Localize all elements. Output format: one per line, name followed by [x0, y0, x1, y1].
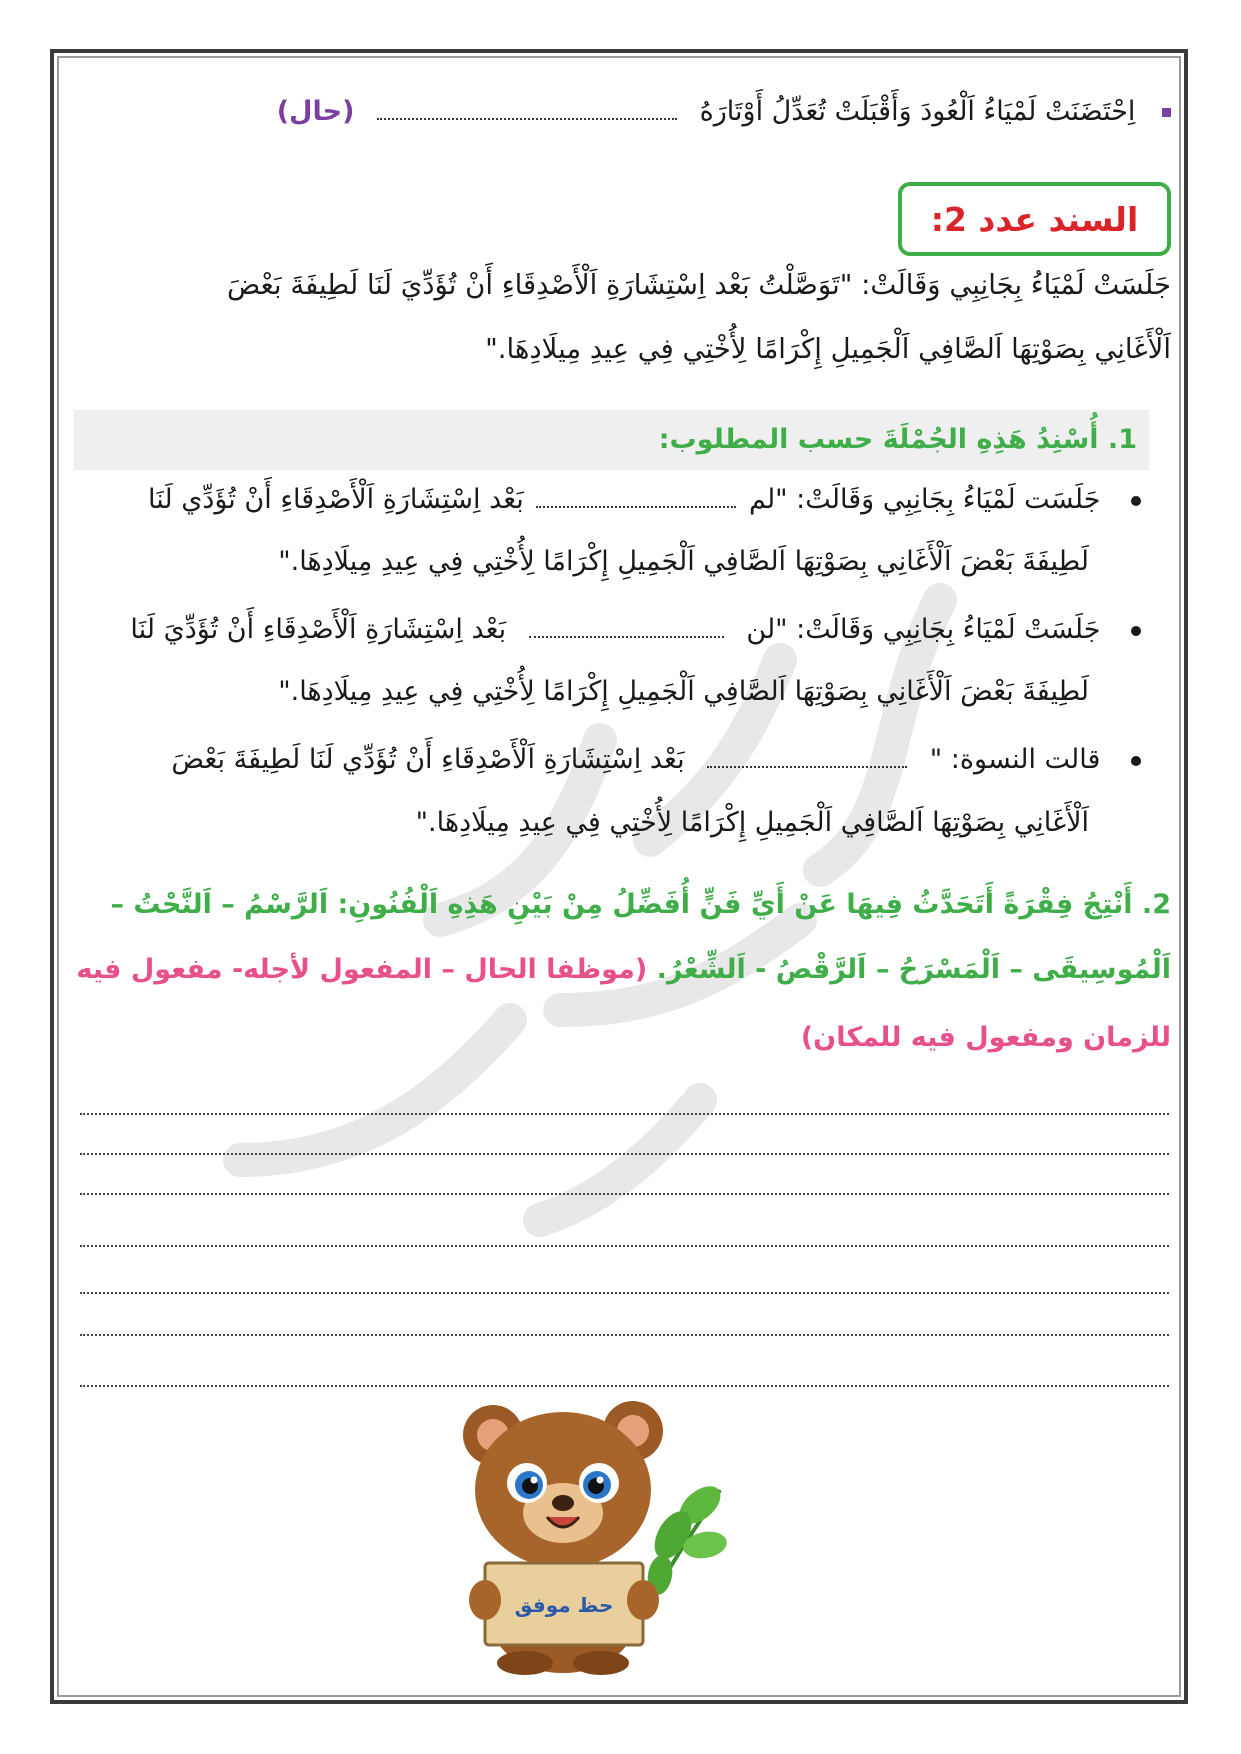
top-exercise-line	[70, 92, 1171, 132]
q1-item-3	[70, 740, 1141, 780]
top-exercise-tag: (حال)	[276, 96, 355, 127]
sanad-text-line-2: اَلْأَغَانِي بِصَوْتِهَا اَلصَّافِي اَلْجَمِيلِ إِكْرَامًا لِأُخْتِي فِي عِيدِ مِيلَادِهَا."	[485, 333, 1171, 365]
answer-line[interactable]	[80, 1292, 1169, 1294]
answer-line[interactable]	[80, 1334, 1169, 1336]
question2-arts-list: اَلْمُوسِيقَى – اَلْمَسْرَحُ – اَلرَّقْصُ - اَلشِّعْرُ.	[656, 954, 1171, 985]
bullet-icon	[1131, 626, 1141, 636]
question2-line1: 2. أَنْتِجُ فِقْرَةً أَتَحَدَّثُ فِيهَا عَنْ أَيِّ فَنٍّ أُفَضِّلُ مِنْ بَيْنِ هَذِهِ اَلْفُنُونِ: اَلرَّسْمُ – اَلنَّحْتُ –	[110, 889, 1171, 920]
sanad-title: السند عدد 2:	[930, 199, 1139, 239]
q1-item-1	[70, 480, 1141, 520]
top-exercise-sentence: اِحْتَضَنَتْ لَمْيَاءُ اَلْعُودَ وَأَقْبَلَتْ تُعَدِّلُ أَوْتَارَهُ	[699, 96, 1136, 127]
q1-item-2-line2: لَطِيفَةَ بَعْضَ اَلْأَغَانِي بِصَوْتِهَا اَلصَّافِي اَلْجَمِيلِ إِكْرَامًا لِأُخْتِي فِي عِيدِ مِيلَادِهَا."	[278, 676, 1089, 707]
q1-item-1-blank[interactable]	[536, 484, 736, 508]
sanad-title-box	[898, 182, 1171, 256]
q1-item-3-line2: اَلْأَغَانِي بِصَوْتِهَا اَلصَّافِي اَلْجَمِيلِ إِكْرَامًا لِأُخْتِي فِي عِيدِ مِيلَادِهَا."	[415, 807, 1089, 838]
bear-illustration	[455, 1395, 730, 1675]
question1-title: 1. أُسْنِدُ هَذِهِ الجُمْلَةَ حسب المطلوب:	[658, 424, 1137, 455]
square-bullet-icon	[1162, 108, 1171, 117]
q1-item-2-end: بَعْد اِسْتِشَارَةِ اَلْأَصْدِقَاءِ أَنْ تُؤَدِّيَ لَنَا	[130, 614, 507, 645]
answer-line[interactable]	[80, 1153, 1169, 1155]
answer-line[interactable]	[80, 1113, 1169, 1115]
bear-sign-text: حظ موفق	[514, 1593, 614, 1617]
leaf-icon	[645, 1479, 729, 1597]
bullet-icon	[1131, 756, 1141, 766]
q1-item-1-line2: لَطِيفَةَ بَعْضَ اَلْأَغَانِي بِصَوْتِهَا اَلصَّافِي اَلْجَمِيلِ إِكْرَامًا لِأُخْتِي فِي عِيدِ مِيلَادِهَا."	[278, 546, 1089, 577]
q1-item-2	[70, 610, 1141, 650]
answer-line[interactable]	[80, 1385, 1169, 1387]
question2-instructions: (موظفا الحال – المفعول لأجله- مفعول فيه	[76, 954, 657, 985]
bullet-icon	[1131, 496, 1141, 506]
q1-item-3-end: بَعْد اِسْتِشَارَةِ اَلْأَصْدِقَاءِ أَنْ تُؤَدِّي لَنَا لَطِيفَةَ بَعْضَ	[171, 744, 685, 775]
answer-line[interactable]	[80, 1193, 1169, 1195]
question2-line3: للزمان ومفعول فيه للمكان)	[800, 1022, 1171, 1053]
q1-item-3-blank[interactable]	[707, 744, 907, 768]
q1-item-2-start: جَلَسَتْ لَمْيَاءُ بِجَانِبِي وَقَالَتْ: "لن	[746, 614, 1101, 645]
answer-blank[interactable]	[377, 96, 677, 120]
q1-item-3-start: قالت النسوة: "	[929, 744, 1101, 775]
answer-line[interactable]	[80, 1245, 1169, 1247]
question2-line2	[70, 950, 1171, 990]
q1-item-1-start: جَلَسَت لَمْيَاءُ بِجَانِبِي وَقَالَتْ: "لم	[748, 484, 1101, 515]
q1-item-1-end: بَعْد اِسْتِشَارَةِ اَلْأَصْدِقَاءِ أَنْ تُؤَدِّي لَنَا	[148, 484, 524, 515]
sanad-text-line-1: جَلَسَتْ لَمْيَاءُ بِجَانِبِي وَقَالَتْ: "تَوَصَّلْتُ بَعْد اِسْتِشَارَةِ اَلْأَصْدِقَاءِ أَنْ تُؤَدِّيَ لَنَا لَطِيفَةَ بَعْضَ	[226, 269, 1171, 301]
q1-item-2-blank[interactable]	[529, 614, 724, 638]
